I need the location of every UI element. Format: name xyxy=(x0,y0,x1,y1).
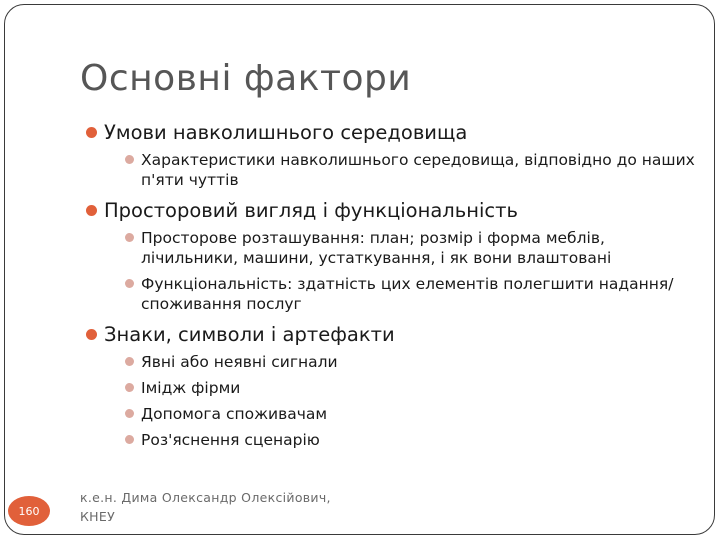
list-item-label: Імідж фірми xyxy=(141,379,241,397)
list-item-label: Допомога споживачам xyxy=(141,405,328,423)
list-item xyxy=(122,150,706,190)
slide-number: 160 xyxy=(18,504,40,518)
footer-author: к.е.н. Дима Олександр Олексійович, xyxy=(80,490,331,505)
sub-bullet-icon xyxy=(125,155,134,164)
sub-bullet-icon xyxy=(125,435,134,444)
section-items-spatial xyxy=(122,228,706,314)
list-item xyxy=(122,352,706,372)
bullet-icon xyxy=(86,127,97,138)
section-heading-label: Знаки, символи і артефакти xyxy=(104,323,395,346)
slide-number-badge xyxy=(8,496,50,526)
section-heading-signs xyxy=(86,320,706,350)
list-item-label: Роз'яснення сценарію xyxy=(141,431,320,449)
sub-bullet-icon xyxy=(125,233,134,242)
list-item-label: Характеристики навколишнього середовища, відповідно до наших п'яти чуттів xyxy=(141,151,695,189)
section-heading-label: Просторовий вигляд і функціональність xyxy=(104,199,518,222)
list-item-label: Явні або неявні сигнали xyxy=(141,353,338,371)
section-heading-label: Умови навколишнього середовища xyxy=(104,121,468,144)
sub-bullet-icon xyxy=(125,279,134,288)
sub-bullet-icon xyxy=(125,383,134,392)
bullet-icon xyxy=(86,205,97,216)
list-item xyxy=(122,228,706,268)
list-item-label: Просторове розташування: план; розмір і форма меблів, лічильники, машини, устаткування, і як вони влаштовані xyxy=(141,229,612,267)
list-item xyxy=(122,430,706,450)
bullet-icon xyxy=(86,329,97,340)
sub-bullet-icon xyxy=(125,357,134,366)
list-item xyxy=(122,378,706,398)
section-heading-environment xyxy=(86,118,706,148)
section-items-signs xyxy=(122,352,706,450)
sub-bullet-icon xyxy=(125,409,134,418)
slide-footer xyxy=(80,488,331,526)
section-items-environment xyxy=(122,150,706,190)
list-item xyxy=(122,404,706,424)
slide-content xyxy=(86,118,706,456)
list-item xyxy=(122,274,706,314)
section-heading-spatial xyxy=(86,196,706,226)
list-item-label: Функціональність: здатність цих елементів полегшити надання/споживання послуг xyxy=(141,275,674,313)
footer-institution: КНЕУ xyxy=(80,509,115,524)
slide-title: Основні фактори xyxy=(80,58,412,99)
